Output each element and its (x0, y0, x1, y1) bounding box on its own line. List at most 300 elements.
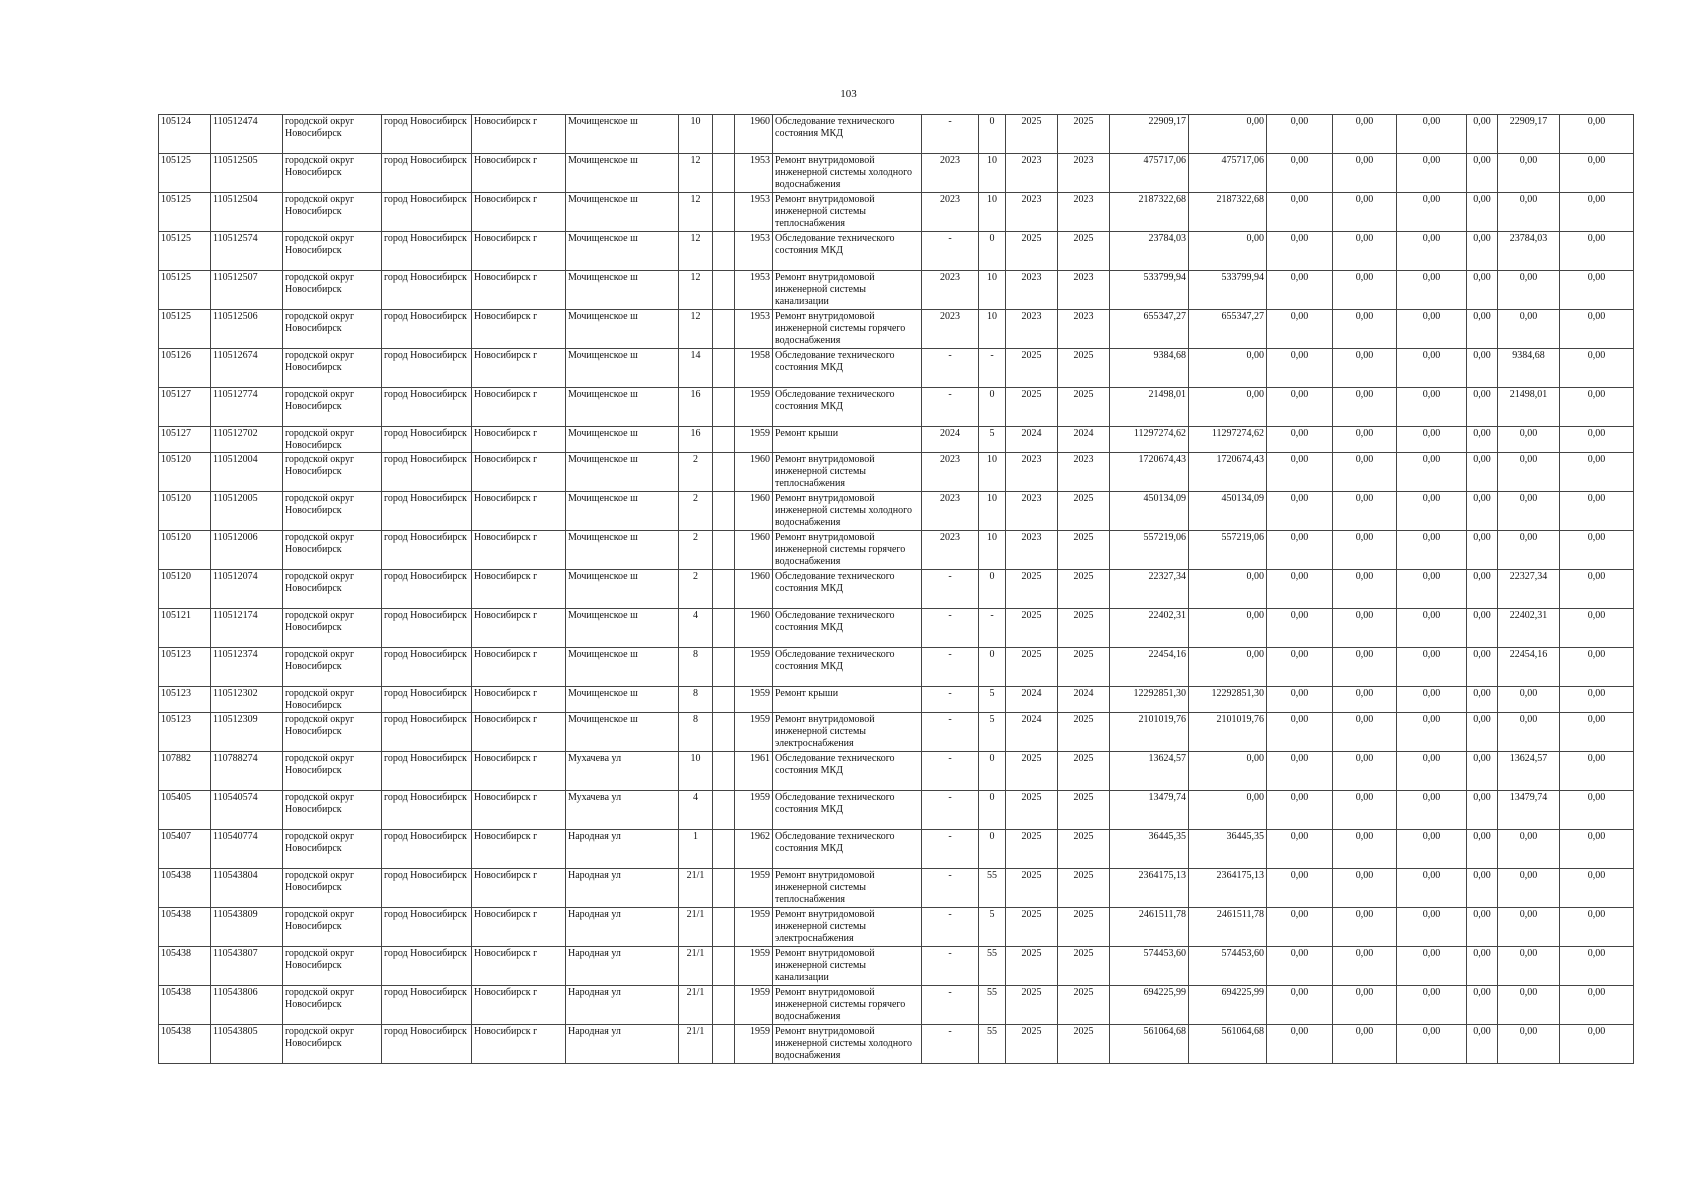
table-cell: 0,00 (1467, 453, 1498, 492)
table-cell: 0,00 (1267, 453, 1333, 492)
table-cell: 105125 (159, 154, 211, 193)
table-cell: 2 (679, 531, 713, 570)
table-cell: городской округ Новосибирск (283, 713, 382, 752)
table-cell: Ремонт внутридомовой инженерной системы холодного водоснабжения (773, 154, 922, 193)
table-cell: 0,00 (1467, 349, 1498, 388)
table-cell (713, 986, 735, 1025)
table-cell: 0,00 (1397, 154, 1467, 193)
table-cell: 1959 (735, 947, 773, 986)
table-cell: 0,00 (1333, 570, 1397, 609)
table-cell: 13624,57 (1110, 752, 1189, 791)
table-cell: 2023 (1006, 492, 1058, 531)
table-cell: 2023 (1058, 154, 1110, 193)
table-cell: Новосибирск г (472, 687, 566, 713)
table-cell: 0,00 (1333, 492, 1397, 531)
table-cell: 0,00 (1467, 986, 1498, 1025)
table-cell (713, 232, 735, 271)
table-cell: 1959 (735, 648, 773, 687)
table-cell: 110543806 (211, 986, 283, 1025)
table-cell: 1 (679, 830, 713, 869)
table-cell: 0,00 (1467, 427, 1498, 453)
table-cell: 21/1 (679, 986, 713, 1025)
table-cell: 0,00 (1267, 609, 1333, 648)
table-cell: 0,00 (1333, 531, 1397, 570)
table-cell: город Новосибирск (382, 232, 472, 271)
table-cell: 557219,06 (1189, 531, 1267, 570)
table-cell: городской округ Новосибирск (283, 115, 382, 154)
table-cell: 2025 (1058, 752, 1110, 791)
table-cell: 0,00 (1189, 791, 1267, 830)
table-cell: 110543809 (211, 908, 283, 947)
table-cell: 0,00 (1397, 388, 1467, 427)
table-cell: - (922, 791, 979, 830)
table-cell: 2025 (1006, 869, 1058, 908)
table-cell: 0,00 (1397, 947, 1467, 986)
table-cell: 0,00 (1267, 713, 1333, 752)
table-cell: 110512005 (211, 492, 283, 531)
table-cell: 0,00 (1467, 1025, 1498, 1064)
table-cell: 2024 (922, 427, 979, 453)
table-cell: 22327,34 (1498, 570, 1560, 609)
table-cell: 574453,60 (1110, 947, 1189, 986)
table-cell: 0,00 (1498, 947, 1560, 986)
table-cell: 110512302 (211, 687, 283, 713)
table-cell: Мочищенское ш (566, 713, 679, 752)
table-cell: 574453,60 (1189, 947, 1267, 986)
table-cell: Новосибирск г (472, 908, 566, 947)
table-cell: 0,00 (1267, 271, 1333, 310)
table-cell: 0 (979, 791, 1006, 830)
table-cell: 22454,16 (1498, 648, 1560, 687)
table-cell: 2023 (922, 193, 979, 232)
table-cell: 16 (679, 427, 713, 453)
table-cell: 1959 (735, 986, 773, 1025)
table-cell: 561064,68 (1110, 1025, 1189, 1064)
table-cell: 110540574 (211, 791, 283, 830)
table-cell: 0,00 (1467, 791, 1498, 830)
table-cell (713, 752, 735, 791)
table-cell: 1953 (735, 232, 773, 271)
table-cell: 0,00 (1333, 154, 1397, 193)
table-cell: 0,00 (1498, 427, 1560, 453)
table-cell: 36445,35 (1189, 830, 1267, 869)
table-cell: городской округ Новосибирск (283, 986, 382, 1025)
table-cell (713, 609, 735, 648)
table-cell: 110512506 (211, 310, 283, 349)
table-cell: Обследование технического состояния МКД (773, 609, 922, 648)
table-cell: - (922, 648, 979, 687)
table-cell: 0,00 (1267, 193, 1333, 232)
table-cell: 105124 (159, 115, 211, 154)
table-cell: 450134,09 (1189, 492, 1267, 531)
table-cell: 10 (679, 752, 713, 791)
table-row (159, 570, 1634, 609)
table-cell: 13479,74 (1498, 791, 1560, 830)
table-cell: 0,00 (1267, 427, 1333, 453)
table-cell: 1959 (735, 427, 773, 453)
table-cell: 2025 (1058, 570, 1110, 609)
table-cell: Мочищенское ш (566, 531, 679, 570)
table-cell: 105438 (159, 1025, 211, 1064)
table-cell: 1959 (735, 908, 773, 947)
table-cell: город Новосибирск (382, 830, 472, 869)
table-cell: 0,00 (1467, 869, 1498, 908)
table-cell: Ремонт внутридомовой инженерной системы электроснабжения (773, 713, 922, 752)
table-cell: Новосибирск г (472, 310, 566, 349)
table-cell: 110512309 (211, 713, 283, 752)
table-cell: 0,00 (1189, 232, 1267, 271)
table-cell: 0,00 (1560, 492, 1634, 531)
table-cell: 1959 (735, 388, 773, 427)
table-cell: город Новосибирск (382, 752, 472, 791)
table-cell: 655347,27 (1189, 310, 1267, 349)
table-cell: 1953 (735, 310, 773, 349)
table-cell: 0,00 (1397, 1025, 1467, 1064)
table-cell: 2025 (1058, 908, 1110, 947)
table-cell: Обследование технического состояния МКД (773, 232, 922, 271)
table-cell: 2025 (1058, 986, 1110, 1025)
table-cell: 0,00 (1189, 570, 1267, 609)
table-cell: 1960 (735, 492, 773, 531)
table-cell (713, 648, 735, 687)
table-row (159, 713, 1634, 752)
table-cell: 2023 (1058, 453, 1110, 492)
table-cell: 14 (679, 349, 713, 388)
table-cell: Мочищенское ш (566, 193, 679, 232)
table-row (159, 349, 1634, 388)
table-cell: 4 (679, 609, 713, 648)
table-cell: 10 (979, 453, 1006, 492)
table-cell: 0,00 (1560, 986, 1634, 1025)
table-cell: Мочищенское ш (566, 427, 679, 453)
table-cell: 533799,94 (1110, 271, 1189, 310)
table-cell: 105125 (159, 310, 211, 349)
table-cell: Мочищенское ш (566, 349, 679, 388)
table-cell: 21/1 (679, 1025, 713, 1064)
table-cell: 105127 (159, 427, 211, 453)
table-row (159, 869, 1634, 908)
table-cell: 2025 (1058, 713, 1110, 752)
table-cell: город Новосибирск (382, 687, 472, 713)
table-cell: 0,00 (1397, 570, 1467, 609)
table-cell: 0,00 (1267, 115, 1333, 154)
table-cell: 2023 (1006, 531, 1058, 570)
table-cell: городской округ Новосибирск (283, 908, 382, 947)
table-cell: Мочищенское ш (566, 687, 679, 713)
table-cell: 2023 (922, 492, 979, 531)
table-cell: 110512004 (211, 453, 283, 492)
table-cell: 110512507 (211, 271, 283, 310)
table-cell: 2023 (1058, 193, 1110, 232)
table-cell: 0,00 (1267, 648, 1333, 687)
table-cell: Ремонт внутридомовой инженерной системы канализации (773, 271, 922, 310)
table-cell: Новосибирск г (472, 427, 566, 453)
table-cell (713, 908, 735, 947)
table-cell: 2025 (1058, 492, 1110, 531)
table-cell: город Новосибирск (382, 271, 472, 310)
table-cell: 10 (979, 310, 1006, 349)
table-cell: 2461511,78 (1110, 908, 1189, 947)
table-cell: - (922, 713, 979, 752)
table-cell: 561064,68 (1189, 1025, 1267, 1064)
table-cell: 0,00 (1560, 154, 1634, 193)
page-number: 103 (840, 88, 857, 100)
table-cell: 22909,17 (1110, 115, 1189, 154)
table-cell: 0,00 (1189, 349, 1267, 388)
table-cell: 0,00 (1467, 115, 1498, 154)
table-cell: 105120 (159, 492, 211, 531)
table-cell: 0,00 (1397, 648, 1467, 687)
table-cell: 9384,68 (1110, 349, 1189, 388)
table-cell: 0,00 (1267, 349, 1333, 388)
table-cell: 0,00 (1467, 531, 1498, 570)
table-cell: 0,00 (1397, 232, 1467, 271)
table-cell: 0,00 (1333, 986, 1397, 1025)
table-row (159, 232, 1634, 271)
table-cell: 5 (979, 908, 1006, 947)
table-cell: 105438 (159, 986, 211, 1025)
table-cell: 0,00 (1498, 271, 1560, 310)
table-cell: 0,00 (1267, 388, 1333, 427)
table-cell: 105125 (159, 271, 211, 310)
table-cell: 0,00 (1267, 947, 1333, 986)
table-cell: городской округ Новосибирск (283, 830, 382, 869)
table-row (159, 271, 1634, 310)
table-cell: 23784,03 (1110, 232, 1189, 271)
table-cell: 110512702 (211, 427, 283, 453)
table-cell: 2025 (1006, 115, 1058, 154)
table-cell: Новосибирск г (472, 713, 566, 752)
table-cell: - (922, 869, 979, 908)
table-cell: 21498,01 (1110, 388, 1189, 427)
table-cell: Мочищенское ш (566, 648, 679, 687)
table-cell: Народная ул (566, 986, 679, 1025)
table-cell: 0,00 (1397, 349, 1467, 388)
table-cell: Народная ул (566, 830, 679, 869)
table-cell: 4 (679, 791, 713, 830)
table-cell: 694225,99 (1110, 986, 1189, 1025)
table-cell: 0,00 (1267, 830, 1333, 869)
table-cell: 8 (679, 713, 713, 752)
table-cell: 0,00 (1267, 687, 1333, 713)
table-cell: 1959 (735, 1025, 773, 1064)
table-cell: город Новосибирск (382, 986, 472, 1025)
table-cell: Новосибирск г (472, 648, 566, 687)
table-cell: Новосибирск г (472, 271, 566, 310)
table-cell: город Новосибирск (382, 349, 472, 388)
table-cell: Новосибирск г (472, 869, 566, 908)
table-cell: 2025 (1058, 830, 1110, 869)
table-cell: 0,00 (1467, 713, 1498, 752)
table-cell: 0,00 (1560, 570, 1634, 609)
table-cell: 55 (979, 986, 1006, 1025)
table-cell: 2023 (1058, 271, 1110, 310)
table-cell: Новосибирск г (472, 986, 566, 1025)
table-cell: 0,00 (1560, 1025, 1634, 1064)
table-cell: - (922, 908, 979, 947)
table-cell: 105126 (159, 349, 211, 388)
table-cell: городской округ Новосибирск (283, 947, 382, 986)
table-cell: город Новосибирск (382, 713, 472, 752)
table-cell: Новосибирск г (472, 1025, 566, 1064)
table-cell: 2461511,78 (1189, 908, 1267, 947)
table-cell: Народная ул (566, 1025, 679, 1064)
table-cell: 105123 (159, 687, 211, 713)
table-cell: 105127 (159, 388, 211, 427)
table-cell: 0,00 (1333, 427, 1397, 453)
table-cell: 2025 (1006, 609, 1058, 648)
table-cell: 2025 (1006, 349, 1058, 388)
table-cell: городской округ Новосибирск (283, 531, 382, 570)
table-cell: 2025 (1058, 648, 1110, 687)
table-cell: - (922, 830, 979, 869)
table-cell: 105120 (159, 570, 211, 609)
table-cell: 1958 (735, 349, 773, 388)
table-cell: 2023 (1006, 193, 1058, 232)
table-cell: 2025 (1058, 1025, 1110, 1064)
table-cell: город Новосибирск (382, 869, 472, 908)
table-cell: 0,00 (1560, 713, 1634, 752)
table-cell: 13479,74 (1110, 791, 1189, 830)
table-cell: 0,00 (1560, 349, 1634, 388)
table-cell: 12 (679, 310, 713, 349)
table-cell: 0,00 (1333, 830, 1397, 869)
table-cell: 105121 (159, 609, 211, 648)
table-cell: городской округ Новосибирск (283, 869, 382, 908)
table-cell: Народная ул (566, 869, 679, 908)
table-cell: 110540774 (211, 830, 283, 869)
table-cell (713, 115, 735, 154)
table-cell: 0,00 (1560, 115, 1634, 154)
table-cell: Ремонт внутридомовой инженерной системы горячего водоснабжения (773, 310, 922, 349)
table-cell: 557219,06 (1110, 531, 1189, 570)
table-cell: Мочищенское ш (566, 570, 679, 609)
table-cell: - (922, 1025, 979, 1064)
table-cell: 0,00 (1560, 531, 1634, 570)
table-cell: - (922, 115, 979, 154)
table-row (159, 830, 1634, 869)
table-cell: - (922, 687, 979, 713)
table-cell: 2025 (1058, 791, 1110, 830)
table-cell (713, 570, 735, 609)
table-cell: 0,00 (1333, 193, 1397, 232)
table-cell: - (922, 232, 979, 271)
table-cell: 0,00 (1397, 713, 1467, 752)
table-row (159, 154, 1634, 193)
table-cell: 450134,09 (1110, 492, 1189, 531)
table-cell: Мухачева ул (566, 752, 679, 791)
table-cell: городской округ Новосибирск (283, 687, 382, 713)
table-cell: 105125 (159, 193, 211, 232)
table-cell: городской округ Новосибирск (283, 453, 382, 492)
table-cell: 2025 (1006, 648, 1058, 687)
table-cell: 0,00 (1333, 453, 1397, 492)
table-cell: 105407 (159, 830, 211, 869)
table-cell: 2 (679, 492, 713, 531)
table-cell: 2025 (1058, 349, 1110, 388)
table-cell: город Новосибирск (382, 947, 472, 986)
table-cell: 0,00 (1397, 609, 1467, 648)
table-cell: 110512174 (211, 609, 283, 648)
table-cell: 10 (979, 154, 1006, 193)
table-cell: 2 (679, 453, 713, 492)
table-cell: Новосибирск г (472, 349, 566, 388)
table-cell: - (922, 986, 979, 1025)
table-cell: Новосибирск г (472, 154, 566, 193)
table-cell: 0,00 (1467, 648, 1498, 687)
table-cell: 2025 (1006, 830, 1058, 869)
table-cell: 475717,06 (1110, 154, 1189, 193)
table-cell: 1960 (735, 115, 773, 154)
table-cell (713, 193, 735, 232)
table-cell (713, 154, 735, 193)
table-cell: 110512774 (211, 388, 283, 427)
table-cell: 0,00 (1467, 193, 1498, 232)
table-cell: 1959 (735, 687, 773, 713)
table-cell: Новосибирск г (472, 388, 566, 427)
table-cell: 0,00 (1467, 492, 1498, 531)
table-cell: 110543807 (211, 947, 283, 986)
table-cell: Ремонт внутридомовой инженерной системы теплоснабжения (773, 453, 922, 492)
table-cell: 105438 (159, 908, 211, 947)
table-cell: 0,00 (1467, 570, 1498, 609)
table-cell: 0,00 (1560, 271, 1634, 310)
table-cell: 0,00 (1498, 310, 1560, 349)
table-cell: городской округ Новосибирск (283, 349, 382, 388)
table-cell: Обследование технического состояния МКД (773, 830, 922, 869)
table-cell: 1961 (735, 752, 773, 791)
table-cell: 12 (679, 193, 713, 232)
table-cell: 0,00 (1267, 908, 1333, 947)
table-cell: 0,00 (1467, 830, 1498, 869)
table-cell: 0,00 (1560, 752, 1634, 791)
table-cell: город Новосибирск (382, 648, 472, 687)
table-cell: 0,00 (1498, 492, 1560, 531)
table-cell: Новосибирск г (472, 947, 566, 986)
table-cell: 1959 (735, 791, 773, 830)
table-cell: Мочищенское ш (566, 492, 679, 531)
table-cell: 0,00 (1467, 154, 1498, 193)
table-cell: 2025 (1058, 232, 1110, 271)
table-row (159, 492, 1634, 531)
table-cell: 0,00 (1560, 609, 1634, 648)
table-cell: 0,00 (1498, 1025, 1560, 1064)
table-cell: 0,00 (1498, 869, 1560, 908)
table-cell: 110512474 (211, 115, 283, 154)
table-cell: 0,00 (1498, 453, 1560, 492)
table-cell: 0,00 (1560, 427, 1634, 453)
table-cell: 0,00 (1560, 791, 1634, 830)
table-cell: 2101019,76 (1110, 713, 1189, 752)
table-cell: Новосибирск г (472, 453, 566, 492)
table-cell: 110512374 (211, 648, 283, 687)
table-cell: 0,00 (1560, 830, 1634, 869)
table-cell (713, 453, 735, 492)
table-cell: 105438 (159, 869, 211, 908)
table-row (159, 427, 1634, 453)
table-cell: - (922, 947, 979, 986)
table-cell: 0,00 (1467, 687, 1498, 713)
table-cell: 2187322,68 (1189, 193, 1267, 232)
table-cell: 0,00 (1498, 531, 1560, 570)
table-cell: 1959 (735, 869, 773, 908)
table-row (159, 947, 1634, 986)
table-cell: 16 (679, 388, 713, 427)
table-cell: Мочищенское ш (566, 154, 679, 193)
capital-repair-table (158, 114, 1634, 1064)
table-cell: 110543805 (211, 1025, 283, 1064)
table-cell: 12 (679, 271, 713, 310)
